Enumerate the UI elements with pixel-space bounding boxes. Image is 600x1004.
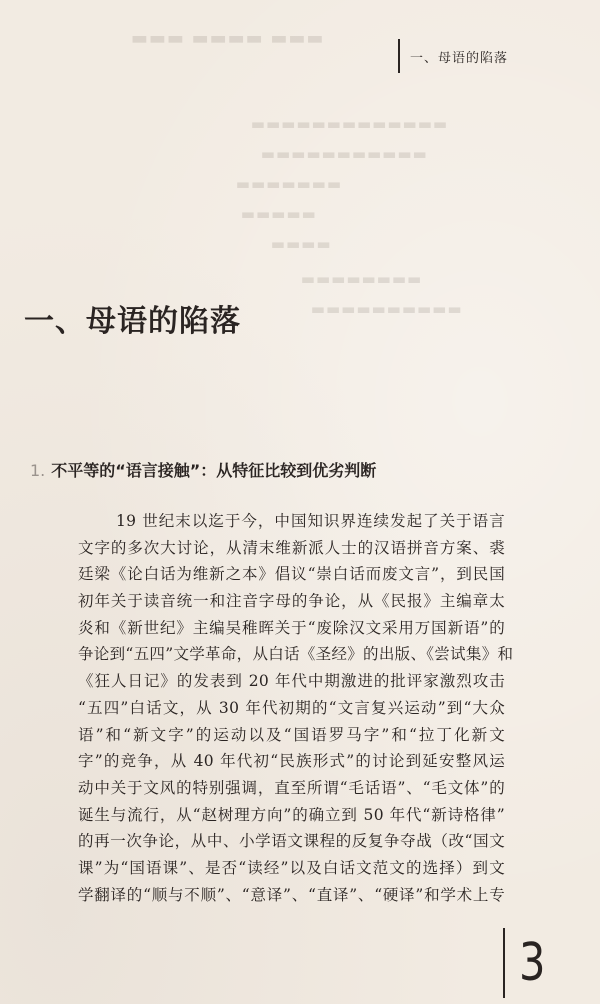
section-heading xyxy=(30,458,376,481)
show-through-texture: ▬▬▬▬▬▬▬ xyxy=(235,175,342,193)
show-through-texture: ▬▬▬▬▬▬▬▬ xyxy=(300,270,422,288)
show-through-texture: ▬▬▬▬▬▬▬▬▬▬▬▬▬ xyxy=(250,115,448,133)
page-number-rule xyxy=(503,928,505,998)
body-line: 文字的多次大讨论，从清末维新派人士的汉语拼音方案、裘 xyxy=(78,538,505,557)
running-header-rule xyxy=(398,39,400,73)
body-line: 动中关于文风的特别强调，直至所谓“毛话语”、“毛文体”的 xyxy=(78,778,505,797)
body-line: “五四”白话文，从 30 年代初期的“文言复兴运动”到“大众 xyxy=(78,698,505,717)
page-number: 3 xyxy=(519,933,546,993)
body-line: 廷梁《论白话为维新之本》倡议“崇白话而废文言”，到民国 xyxy=(78,565,505,584)
body-paragraph xyxy=(78,508,514,908)
body-line: 课”为“国语课”、是否“读经”以及白话文范文的选择）到文 xyxy=(78,858,505,877)
body-line: 学翻译的“顺与不顺”、“意译”、“直译”、“硬译”和学术上专 xyxy=(78,885,505,904)
chapter-title: 一、母语的陷落 xyxy=(24,304,241,339)
body-line: 炎和《新世纪》主编吴稚晖关于“废除汉文采用万国新语”的 xyxy=(78,618,505,637)
running-header-text: 一、母语的陷落 xyxy=(410,50,509,66)
body-line: 《狂人日记》的发表到 20 年代中期激进的批评家激烈攻击 xyxy=(78,672,505,691)
body-line: 争论到“五四”文学革命，从白话《圣经》的出版、《尝试集》和 xyxy=(78,645,514,664)
body-line: 字”的竞争，从 40 年代初“民族形式”的讨论到延安整风运 xyxy=(78,752,505,771)
body-line: 19 世纪末以迄于今，中国知识界连续发起了关于语言 xyxy=(116,512,505,530)
show-through-texture: ▬▬▬▬▬▬▬▬▬▬ xyxy=(310,300,462,318)
show-through-texture: ▬▬▬ ▬▬▬▬ ▬▬▬ xyxy=(130,28,324,49)
body-line: 语”和“新文字”的运动以及“国语罗马字”和“拉丁化新文 xyxy=(78,725,505,744)
show-through-texture: ▬▬▬▬ xyxy=(270,235,331,253)
section-number: 1. xyxy=(30,461,46,480)
body-line: 的再一次争论，从中、小学语文课程的反复争夺战（改“国文 xyxy=(78,832,505,851)
show-through-texture: ▬▬▬▬▬▬▬▬▬▬▬ xyxy=(260,145,427,163)
body-line: 初年关于读音统一和注音字母的争论，从《民报》主编章太 xyxy=(78,592,505,611)
section-title: 不平等的“语言接触”：从特征比较到优劣判断 xyxy=(51,461,377,480)
running-header xyxy=(398,38,508,74)
page-number-block xyxy=(503,928,552,998)
body-line: 诞生与流行，从“赵树理方向”的确立到 50 年代“新诗格律” xyxy=(78,805,505,824)
show-through-texture: ▬▬▬▬▬ xyxy=(240,205,316,223)
